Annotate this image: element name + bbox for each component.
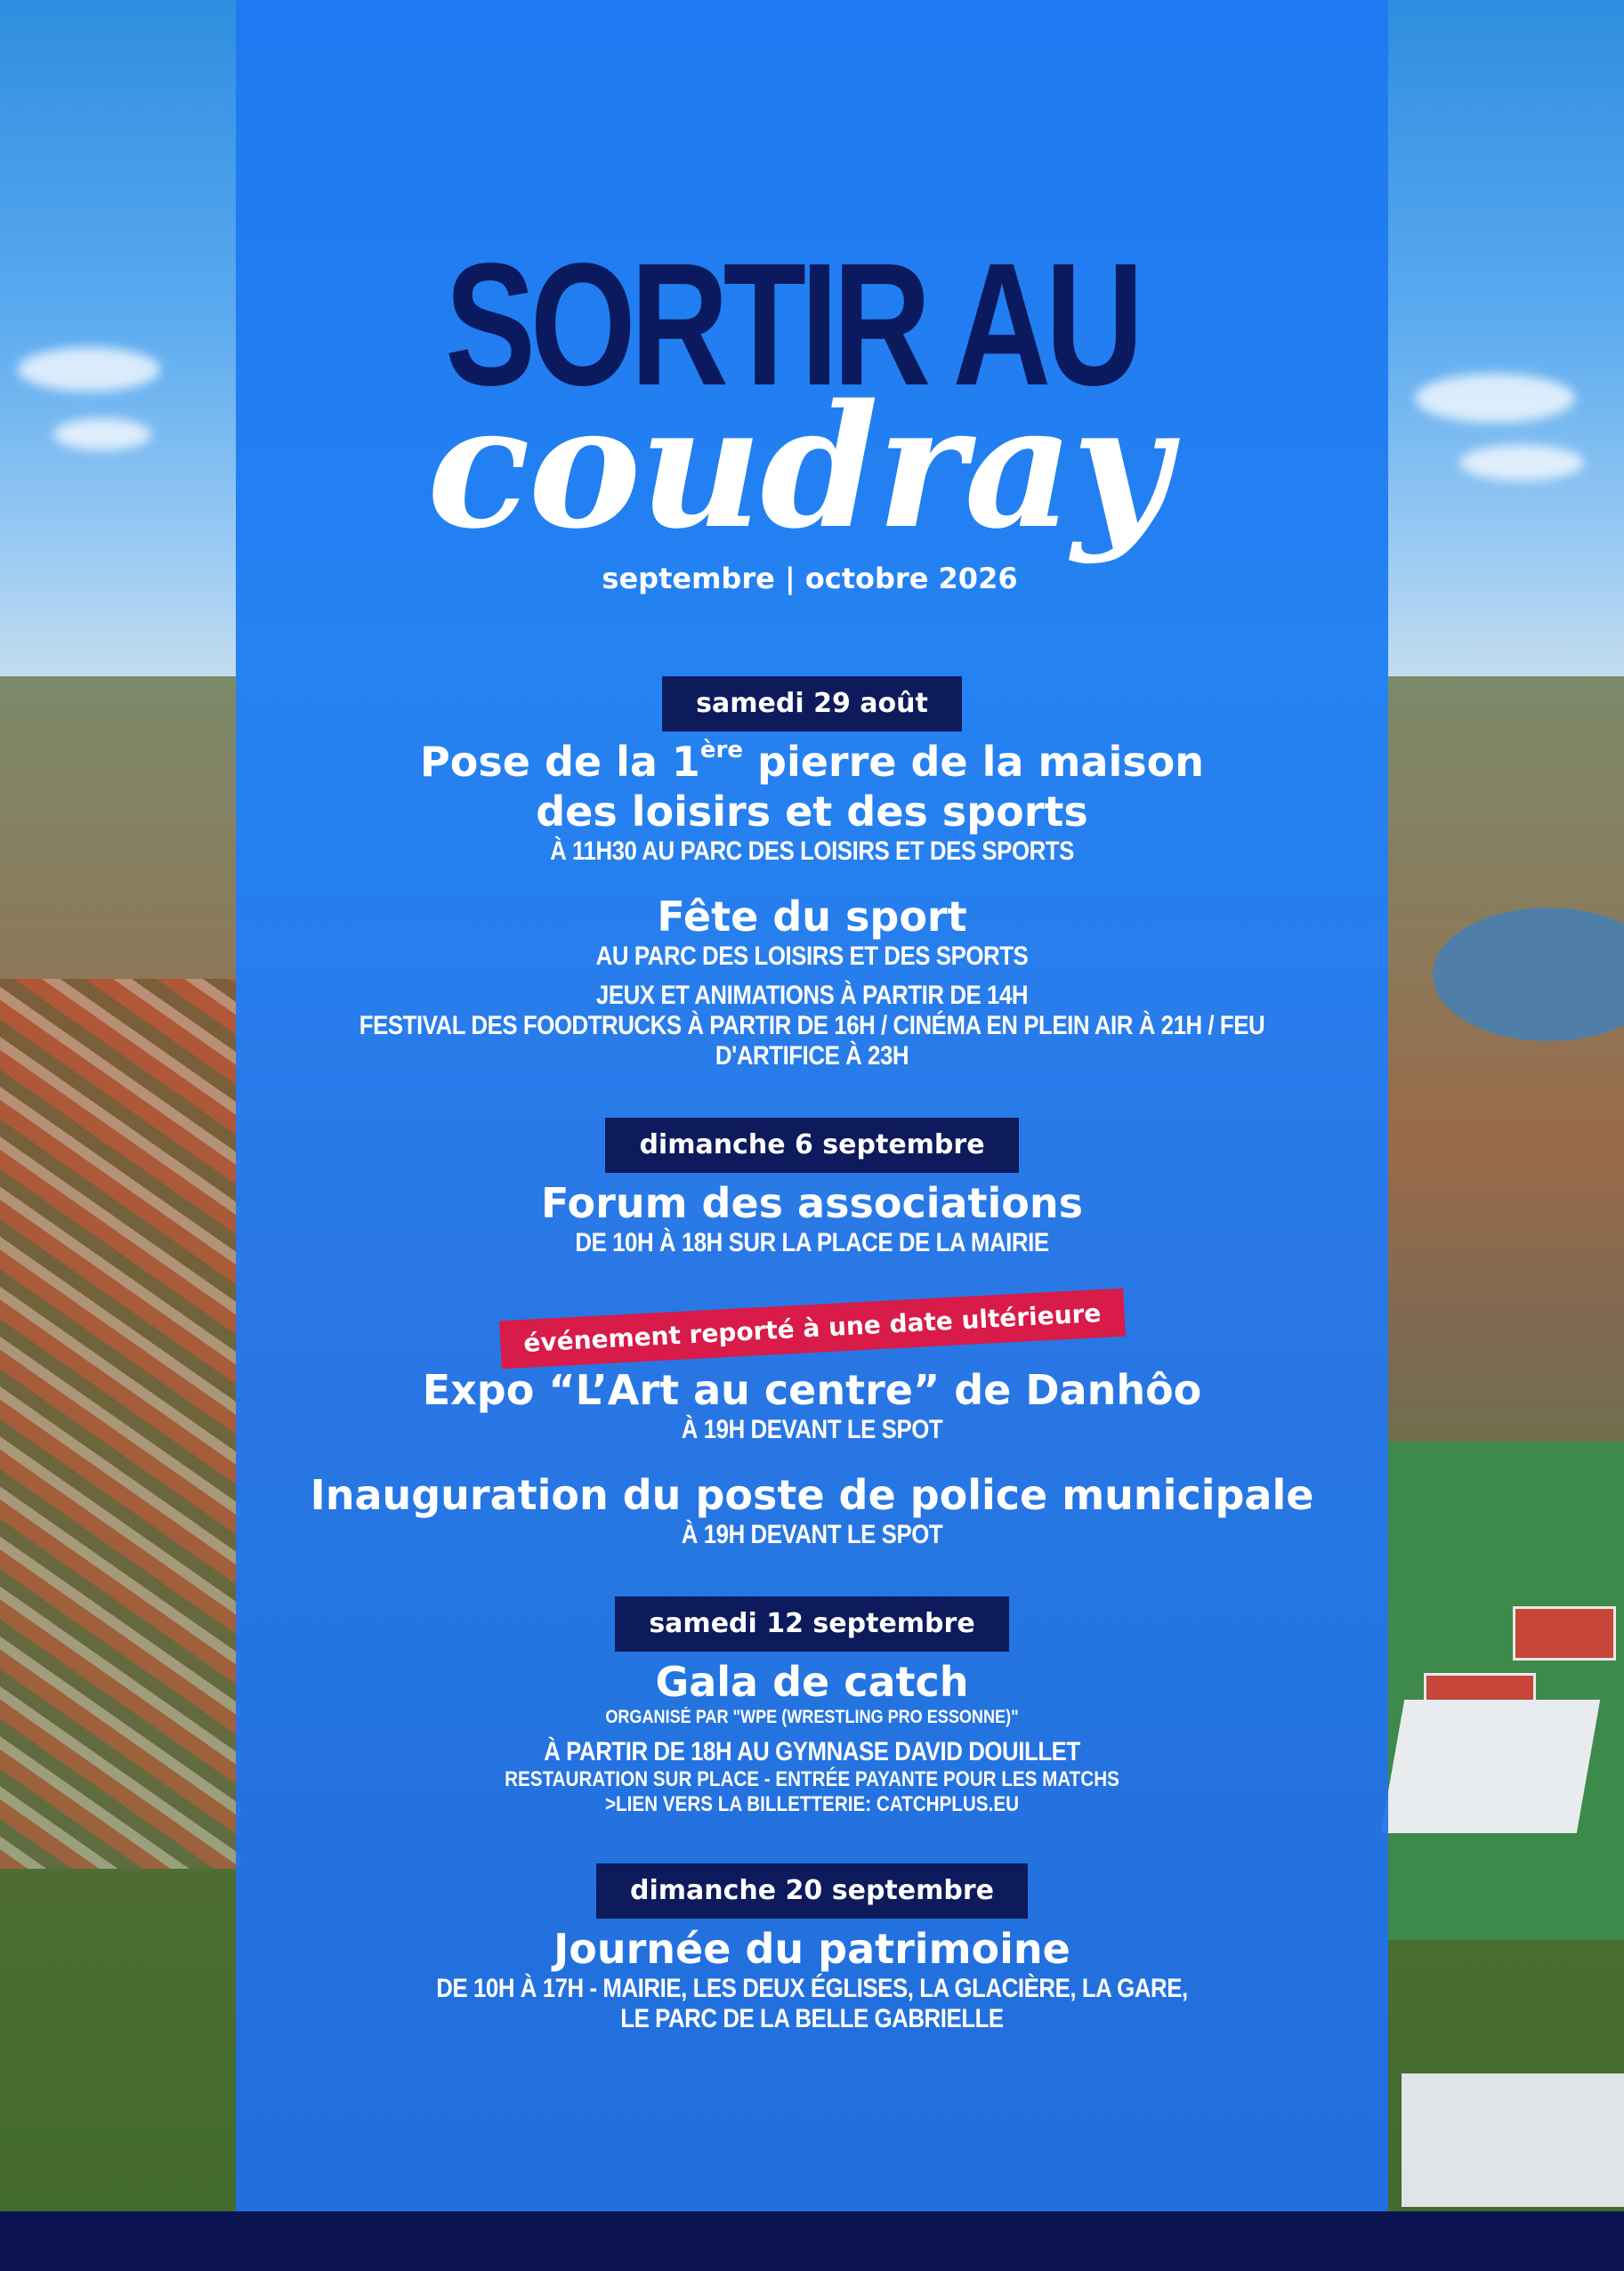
houses-left (0, 979, 240, 1869)
bottom-bar (0, 2211, 1624, 2271)
event-title: Forum des associations (540, 1179, 1084, 1227)
date-badge: dimanche 6 septembre (605, 1118, 1018, 1173)
date-badge: samedi 29 août (662, 676, 962, 731)
event-title: Fête du sport (657, 893, 967, 941)
title-coudray: coudray (427, 368, 1169, 566)
date-row (236, 676, 1388, 731)
event-detail: FESTIVAL DES FOODTRUCKS À PARTIR DE 16H / CINÉMA EN PLEIN AIR À 21H / FEU D'ARTIFICE À 23H (359, 1011, 1265, 1071)
sports-hall (1381, 1700, 1600, 1833)
date-badge: dimanche 20 septembre (596, 1863, 1028, 1919)
title-sortir-au: SORTIR AU (445, 227, 1139, 422)
date-row (236, 1863, 1388, 1919)
postponed-row (236, 1298, 1388, 1360)
period-subtitle: septembre | octobre 2026 (602, 562, 1018, 595)
date-row (236, 1118, 1388, 1173)
event-detail: À 11H30 AU PARC DES LOISIRS ET DES SPORTS (550, 836, 1074, 866)
event-detail: DE 10H À 17H - MAIRIE, LES DEUX ÉGLISES, LA GLACIÈRE, LA GARE, (436, 1974, 1188, 2003)
event-title: Journée du patrimoine (553, 1925, 1071, 1973)
event-detail: LE PARC DE LA BELLE GABRIELLE (620, 2004, 1004, 2033)
tennis-court (1513, 1606, 1616, 1661)
event-detail: DE 10H À 18H SUR LA PLACE DE LA MAIRIE (575, 1228, 1049, 1257)
date-badge: samedi 12 septembre (615, 1596, 1008, 1652)
event-title: Expo “L’Art au centre” de Danhôo (422, 1366, 1202, 1414)
event-detail: À PARTIR DE 18H AU GYMNASE DAVID DOUILLET (544, 1737, 1080, 1766)
cloud (18, 347, 160, 392)
event-detail: JEUX ET ANIMATIONS À PARTIR DE 14H (595, 981, 1029, 1010)
date-row (236, 1596, 1388, 1652)
event-title: Inauguration du poste de police municipale (310, 1471, 1314, 1519)
event-title: Pose de la 1ère pierre de la maison des loisirs et des sports (420, 737, 1204, 836)
event-list (236, 676, 1388, 2034)
building-roof (1402, 2073, 1624, 2207)
cloud (53, 418, 151, 450)
cloud (1459, 445, 1584, 481)
event-organizer: ORGANISÉ PAR "WPE (WRESTLING PRO ESSONNE)" (605, 1707, 1019, 1727)
event-detail: À 19H DEVANT LE SPOT (681, 1520, 943, 1549)
cloud (1415, 374, 1575, 423)
event-detail: RESTAURATION SUR PLACE - ENTRÉE PAYANTE POUR LES MATCHS (505, 1767, 1119, 1791)
postponed-banner: événement reporté à une date ultérieure (499, 1289, 1126, 1370)
ticket-link[interactable]: >LIEN VERS LA BILLETTERIE: CATCHPLUS.EU (604, 1792, 1019, 1816)
event-title: Gala de catch (655, 1658, 969, 1706)
event-detail: AU PARC DES LOISIRS ET DES SPORTS (595, 942, 1029, 971)
event-detail: À 19H DEVANT LE SPOT (681, 1415, 943, 1444)
